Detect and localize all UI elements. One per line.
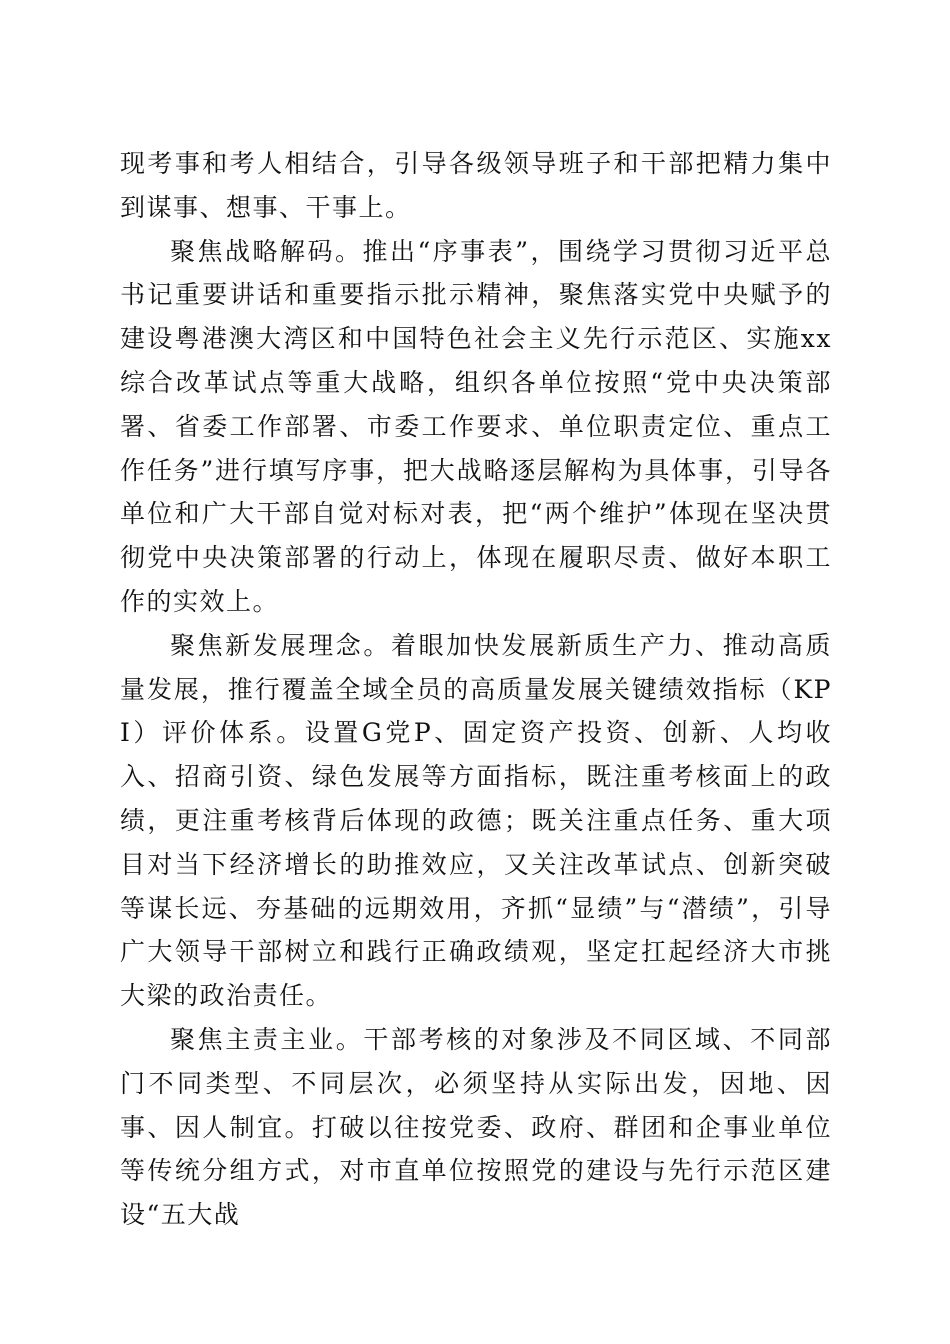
paragraph-main-responsibility: 聚焦主责主业。干部考核的对象涉及不同区域、不同部门不同类型、不同层次，必须坚持从实际出发，因地、因事、因人制宜。打破以往按党委、政府、群团和企事业单位等传统分组方式，对市直单位按照党的建设与先行示范区建设“五大战 (120, 1024, 832, 1230)
paragraph-strategy-decoding: 聚焦战略解码。推出“序事表”，围绕学习贯彻习近平总书记重要讲话和重要指示批示精神，聚焦落实党中央赋予的建设粤港澳大湾区和中国特色社会主义先行示范区、实施xx综合改革试点等重大战略，组织各单位按照“党中央决策部署、省委工作部署、市委工作要求、单位职责定位、重点工作任务”进行填写序事，把大战略逐层解构为具体事，引导各单位和广大干部自觉对标对表，把“两个维护”体现在坚决贯彻党中央决策部署的行动上，体现在履职尽责、做好本职工作的实效上。 (120, 236, 832, 616)
paragraph-continuation: 现考事和考人相结合，引导各级领导班子和干部把精力集中到谋事、想事、干事上。 (120, 149, 832, 222)
paragraph-new-development-concept: 聚焦新发展理念。着眼加快发展新质生产力、推动高质量发展，推行覆盖全域全员的高质量发展关键绩效指标（KPI）评价体系。设置G党P、固定资产投资、创新、人均收入、招商引资、绿色发展等方面指标，既注重考核面上的政绩，更注重考核背后体现的政德；既关注重点任务、重大项目对当下经济增长的助推效应，又关注改革试点、创新突破等谋长远、夯基础的远期效用，齐抓“显绩”与“潜绩”，引导广大领导干部树立和践行正确政绩观，坚定扛起经济大市挑大梁的政治责任。 (120, 630, 832, 1011)
document-body (120, 142, 832, 1237)
